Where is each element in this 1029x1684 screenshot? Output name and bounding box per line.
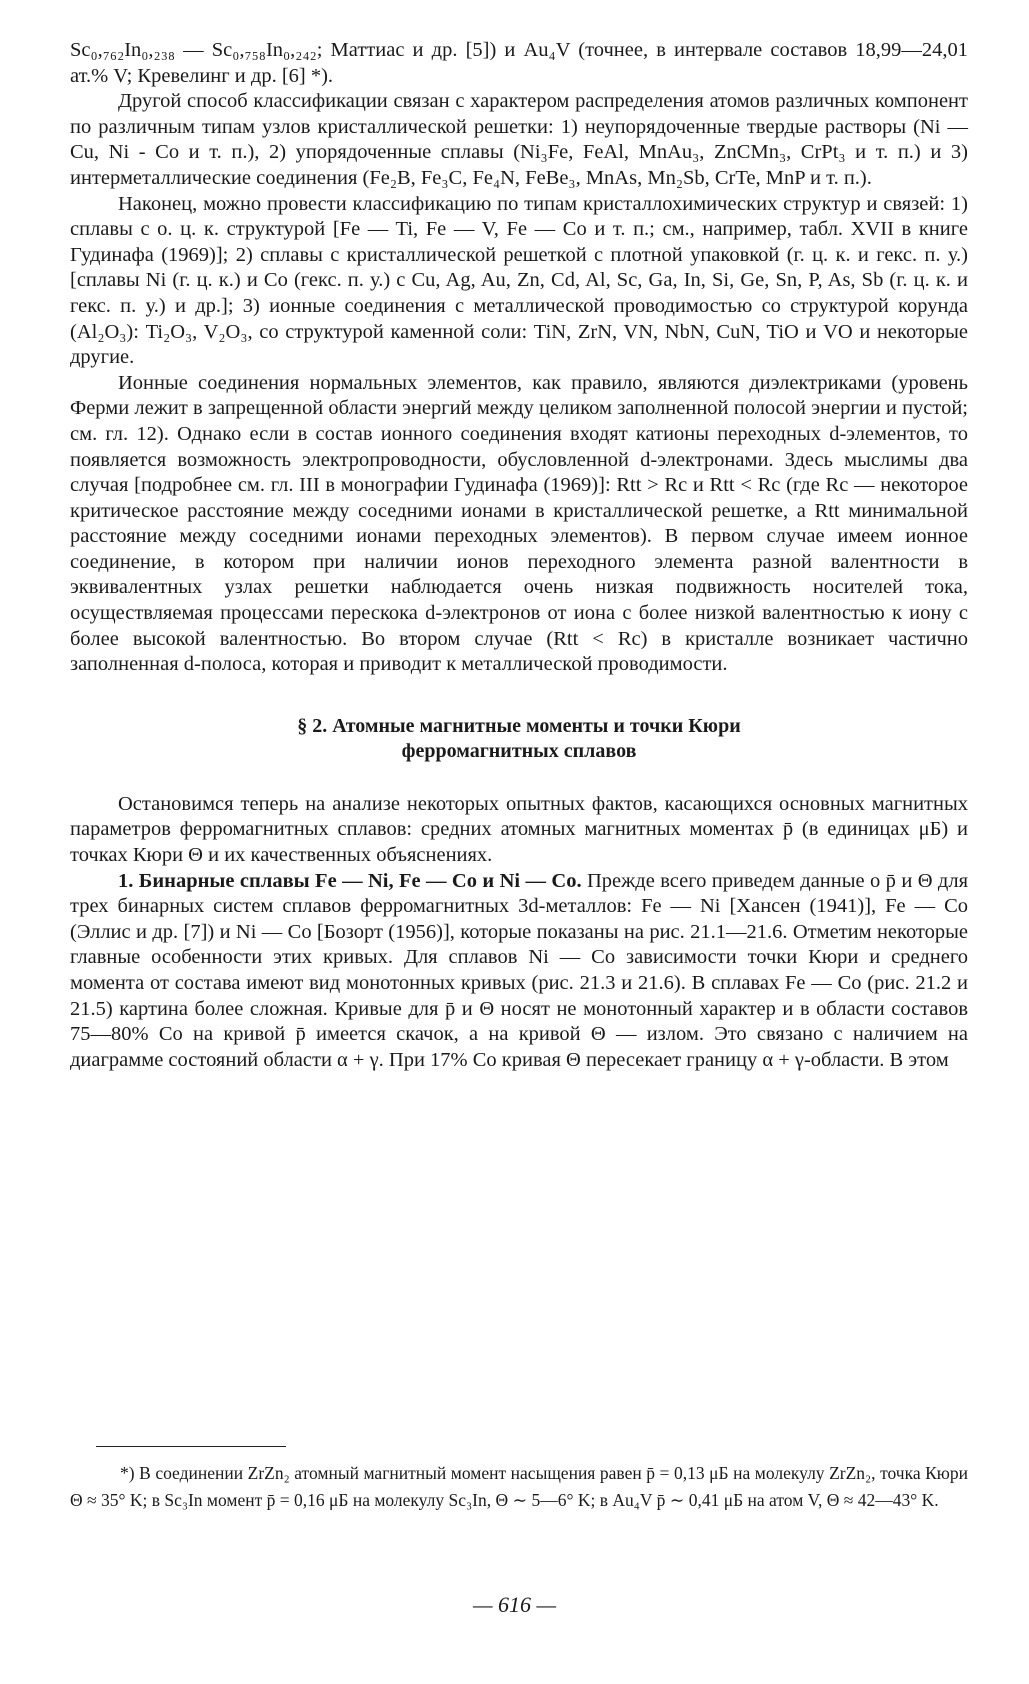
paragraph-section-intro: Остановимся теперь на анализе некоторых опытных фактов, касающихся основных магнитных параметров ферромагнитных сплавов: средних атомных магнитных моментах p̄ (в единицах μБ) и точках Кюри Θ и их качественных объяснениях.	[70, 792, 968, 867]
paragraph-classification-distribution: Другой способ классификации связан с характером распределения атомов различных компонент по различным типам узлов кристаллической решетки: 1) неупорядоченные твердые растворы (Ni — Cu, Ni - Co и т. п.), 2) упорядоченные сплавы (Ni₃Fe, FeAl, MnAu₃, ZnCMn₃, CrPt₃ и т. п.) и 3) интерметаллические соединения (Fe₂B, Fe₃C, Fe₄N, FeBe₃, MnAs, Mn₂Sb, CrTe, MnP и т. п.).	[70, 90, 968, 189]
section-heading	[70, 714, 968, 764]
section-title-line2: ферромагнитных сплавов	[401, 739, 637, 762]
footnote	[70, 1460, 968, 1514]
footnote-text: *) В соединении ZrZn₂ атомный магнитный момент насыщения равен p̄ = 0,13 μБ на молекулу ZrZn₂, точка Кюри Θ ≈ 35° K; в Sc₃In момент p̄ = 0,16 μБ на молекулу Sc₃In, Θ ∼ 5—6° K; в Au₄V p̄ ∼ 0,41 μБ на атом V, Θ ≈ 42—43° K.	[70, 1463, 968, 1510]
footnote-rule	[96, 1446, 286, 1447]
paragraph-classification-structures: Наконец, можно провести классификацию по типам кристаллохимических структур и связей: 1) сплавы с о. ц. к. структурой [Fe — Ti, Fe — V, Fe — Co и т. п.; см., например, табл. XVII в книге Гудинафа (1969)]; 2) сплавы с кристаллической решеткой с плотной упаковкой (г. ц. к. и гекс. п. у.) [сплавы Ni (г. ц. к.) и Co (гекс. п. у.) с Cu, Ag, Au, Zn, Cd, Al, Sc, Ga, In, Si, Ge, Sn, P, As, Sb (г. ц. к. и гекс. п. у.) и др.]; 3) ионные соединения с металлической проводимостью со структурой корунда (Al₂O₃): Ti₂O₃, V₂O₃, со структурой каменной соли: TiN, ZrN, VN, NbN, CuN, TiO и VO и некоторые другие.	[70, 192, 968, 369]
paragraph-binary-alloys	[70, 869, 968, 1074]
page-body	[70, 38, 968, 1073]
paragraph-ionic-compounds: Ионные соединения нормальных элементов, как правило, являются диэлектриками (уровень Ферми лежит в запрещенной области энергий между целиком заполненной полосой энергии и пустой; см. гл. 12). Однако если в состав ионного соединения входят катионы переходных d-элементов, то появляется возможность электропроводности, обусловленной d-электронами. Здесь мыслимы два случая [подробнее см. гл. III в монографии Гудинафа (1969)]: Rtt > Rc и Rtt < Rc (где Rc — некоторое критическое расстояние между соседними ионами в кристаллической решетке, а Rtt минимальной расстояние между соседними ионами переходных элементов). В первом случае имеем ионное соединение, в котором при наличии ионов переходного элемента разной валентности в эквивалентных узлах решетки наблюдается очень низкая подвижность носителей тока, осуществляемая процессами перескока d-электронов от иона с более низкой валентностью к иону с более высокой валентностью. Во втором случае (Rtt < Rc) в кристалле возникает частично заполненная d-полоса, которая и приводит к металлической проводимости.	[70, 371, 968, 676]
section-title-line1: § 2. Атомные магнитные моменты и точки Кюри	[297, 714, 741, 737]
subsection-text: Прежде всего приведем данные о p̄ и Θ для трех бинарных систем сплавов ферромагнитных 3d-металлов: Fe — Ni [Хансен (1941)], Fe — Co (Эллис и др. [7]) и Ni — Co [Бозорт (1956)], которые показаны на рис. 21.1—21.6. Отметим некоторые главные особенности этих кривых. Для сплавов Ni — Co зависимости точки Кюри и среднего момента от состава имеют вид монотонных кривых (рис. 21.3 и 21.6). В сплавах Fe — Co (рис. 21.2 и 21.5) картина более сложная. Кривые для p̄ и Θ носят не монотонный характер и в области составов 75—80% Co на кривой p̄ имеется скачок, а на кривой Θ — излом. Это связано с наличием на диаграмме состояний области α + γ. При 17% Co кривая Θ пересекает границу α + γ-области. В этом	[70, 869, 968, 1071]
page-number: — 616 —	[472, 1592, 557, 1617]
paragraph-continuation: Sc₀,₇₆₂In₀,₂₃₈ — Sc₀,₇₅₈In₀,₂₄₂; Маттиас и др. [5]) и Au₄V (точнее, в интервале составов 18,99—24,01 ат.% V; Кревелинг и др. [6] *).	[70, 39, 968, 87]
subsection-runin-heading: 1. Бинарные сплавы Fe — Ni, Fe — Co и Ni — Co.	[118, 869, 582, 892]
